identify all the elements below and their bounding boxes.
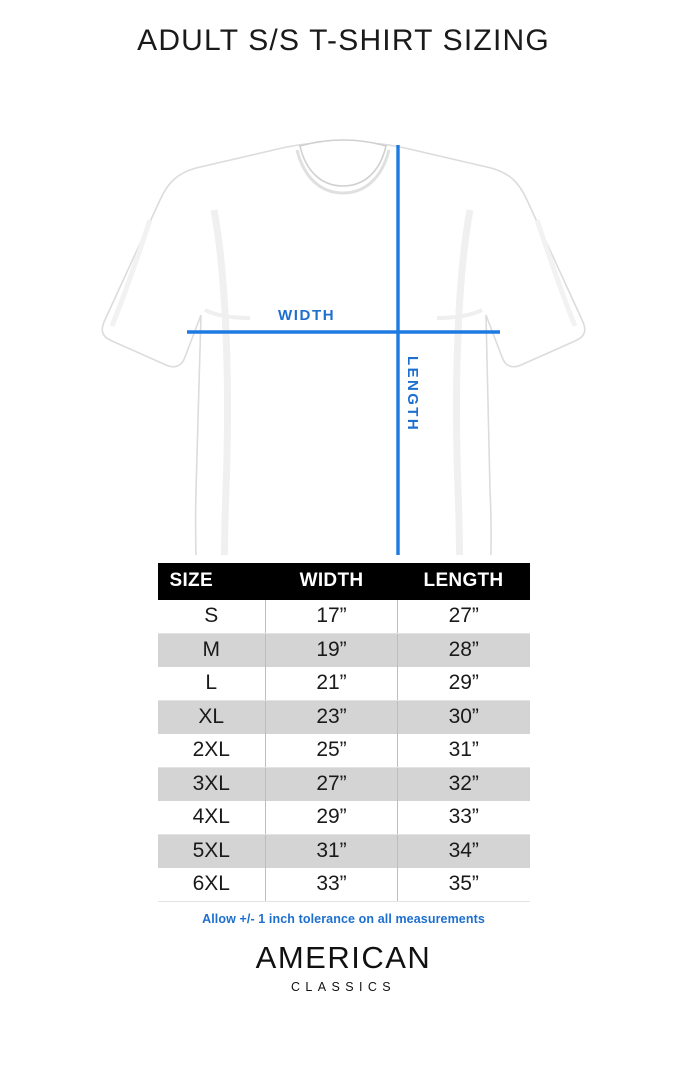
column-header-size: SIZE <box>158 563 266 600</box>
brand-logo <box>0 940 687 994</box>
cell-width: 33” <box>266 868 398 902</box>
cell-size: M <box>158 634 266 668</box>
table-row <box>158 868 530 902</box>
table-row <box>158 734 530 768</box>
size-table <box>158 563 530 902</box>
cell-length: 33” <box>398 801 530 835</box>
cell-size: 3XL <box>158 768 266 802</box>
tshirt-graphic <box>0 60 687 555</box>
cell-size: 6XL <box>158 868 266 902</box>
brand-name: AMERICAN <box>255 940 432 975</box>
cell-size: 2XL <box>158 734 266 768</box>
cell-length: 27” <box>398 600 530 634</box>
cell-width: 19” <box>266 634 398 668</box>
cell-width: 29” <box>266 801 398 835</box>
cell-size: 5XL <box>158 835 266 869</box>
cell-size: 4XL <box>158 801 266 835</box>
table-row <box>158 835 530 869</box>
cell-length: 30” <box>398 701 530 735</box>
cell-length: 35” <box>398 868 530 902</box>
cell-length: 32” <box>398 768 530 802</box>
tolerance-note: Allow +/- 1 inch tolerance on all measurements <box>202 912 485 926</box>
table-row <box>158 801 530 835</box>
cell-width: 31” <box>266 835 398 869</box>
cell-length: 29” <box>398 667 530 701</box>
shirt-illustration <box>0 60 687 555</box>
table-row <box>158 667 530 701</box>
cell-width: 17” <box>266 600 398 634</box>
cell-size: S <box>158 600 266 634</box>
table-header-row <box>158 563 530 600</box>
cell-width: 25” <box>266 734 398 768</box>
page-title: ADULT S/S T-SHIRT SIZING <box>137 24 550 57</box>
cell-size: XL <box>158 701 266 735</box>
cell-width: 23” <box>266 701 398 735</box>
cell-width: 21” <box>266 667 398 701</box>
table-row <box>158 768 530 802</box>
table-row <box>158 701 530 735</box>
length-label: LENGTH <box>404 356 421 433</box>
table-row <box>158 600 530 634</box>
cell-length: 34” <box>398 835 530 869</box>
cell-length: 28” <box>398 634 530 668</box>
brand-tagline: CLASSICS <box>290 980 397 994</box>
cell-size: L <box>158 667 266 701</box>
table-row <box>158 634 530 668</box>
cell-length: 31” <box>398 734 530 768</box>
column-header-width: WIDTH <box>266 563 398 600</box>
width-label: WIDTH <box>278 307 336 324</box>
column-header-length: LENGTH <box>398 563 530 600</box>
cell-width: 27” <box>266 768 398 802</box>
size-table-wrap <box>158 563 530 926</box>
